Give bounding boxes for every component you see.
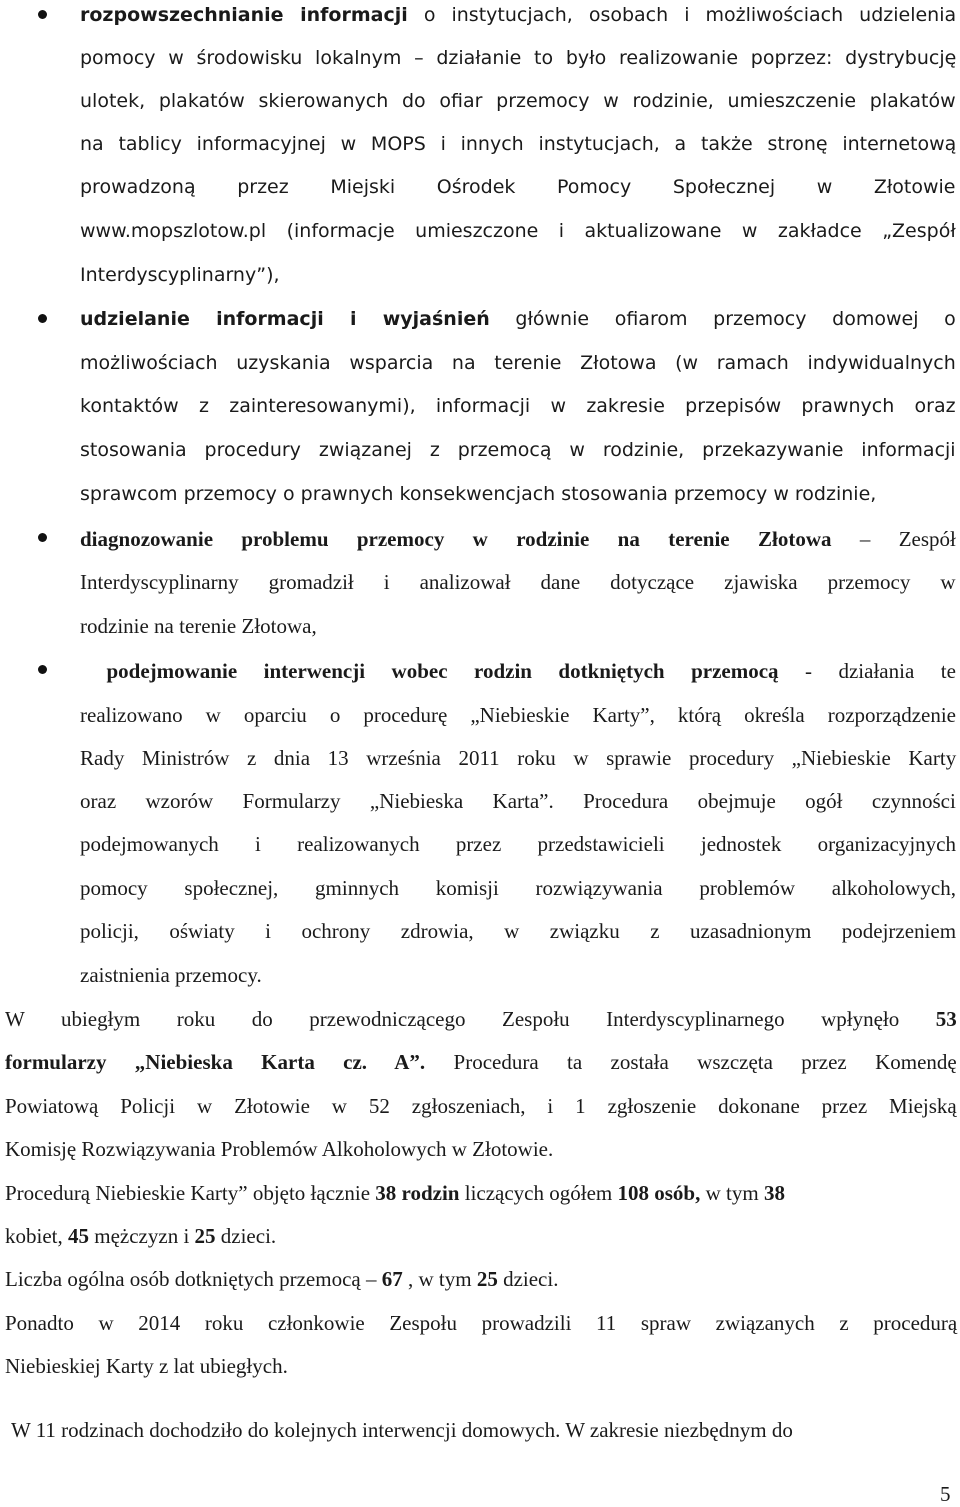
para-2-line-2: kobiet, 45 mężczyzn i 25 dzieci.	[5, 1224, 277, 1248]
para-1-line-4: Komisję Rozwiązywania Problemów Alkoholowych w Złotowie.	[5, 1137, 554, 1161]
bullet-4-line-1: podejmowanie interwencji wobec rodzin dotkniętych przemocą - działania te	[80, 659, 956, 683]
bullet-3-line-3: rodzinie na terenie Złotowa,	[80, 614, 317, 638]
bullet-1-line-4: na tablicy informacyjnej w MOPS i innych instytucjach, a także stronę internetową	[80, 133, 957, 155]
bullet-4-line-2: realizowano w oparciu o procedurę „Niebieskie Karty”, którą określa rozporządzenie	[80, 703, 956, 727]
bullet-2-line-2: możliwościach uzyskania wsparcia na terenie Złotowa (w ramach indywidualnych	[80, 352, 956, 374]
page-number: 5	[940, 1482, 951, 1506]
para-4-line-2: Niebieskiej Karty z lat ubiegłych.	[5, 1354, 288, 1378]
para-1-line-3: Powiatową Policji w Złotowie w 52 zgłoszeniach, i 1 zgłoszenie dokonane przez Miejską	[5, 1094, 957, 1118]
bullet-dot	[38, 314, 47, 323]
bullet-4-line-8: zaistnienia przemocy.	[80, 963, 262, 987]
bullet-4-line-3: Rady Ministrów z dnia 13 września 2011 roku w sprawie procedury „Niebieskie Karty	[80, 746, 957, 770]
bullet-4-line-6: pomocy społecznej, gminnych komisji rozwiązywania problemów alkoholowych,	[80, 876, 957, 900]
bullet-4-line-7: policji, oświaty i ochrony zdrowia, w związku z uzasadnionym podejrzeniem	[80, 919, 957, 943]
bullet-3-line-1: diagnozowanie problemu przemocy w rodzinie na terenie Złotowa – Zespół	[80, 527, 956, 551]
bullet-4-line-4: oraz wzorów Formularzy „Niebieska Karta”. Procedura obejmuje ogół czynności	[80, 789, 956, 813]
bullet-1-line-1: rozpowszechnianie informacji o instytucjach, osobach i możliwościach udzielenia	[80, 4, 957, 26]
bullet-1-line-2: pomocy w środowisku lokalnym – działanie to było realizowanie poprzez: dystrybucję	[80, 47, 957, 69]
bullet-1-line-3: ulotek, plakatów skierowanych do ofiar przemocy w rodzinie, umieszczenie plakatów	[80, 90, 956, 112]
bullet-dot	[38, 10, 47, 19]
para-1-line-2: formularzy „Niebieska Karta cz. A”. Procedura ta została wszczęta przez Komendę	[5, 1050, 957, 1074]
para-5-line-1: W 11 rodzinach dochodziło do kolejnych interwencji domowych. W zakresie niezbędnym do	[11, 1418, 793, 1442]
bullet-2-line-5: sprawcom przemocy o prawnych konsekwencjach stosowania przemocy w rodzinie,	[80, 483, 877, 505]
bullet-2-line-1: udzielanie informacji i wyjaśnień głównie ofiarom przemocy domowej o	[80, 308, 956, 330]
bullet-4-line-5: podejmowanych i realizowanych przez przedstawicieli jednostek organizacyjnych	[80, 832, 956, 856]
bullet-1-line-6: www.mopszlotow.pl (informacje umieszczone i aktualizowane w zakładce „Zespół	[80, 220, 956, 242]
para-2-line-1: Procedurą Niebieskie Karty” objęto łącznie 38 rodzin liczących ogółem 108 osób, w tym 38	[5, 1181, 785, 1205]
para-3-line-1: Liczba ogólna osób dotkniętych przemocą – 67 , w tym 25 dzieci.	[5, 1267, 559, 1291]
bullet-1-line-7: Interdyscyplinarny”),	[80, 264, 280, 286]
para-4-line-1: Ponadto w 2014 roku członkowie Zespołu prowadzili 11 spraw związanych z procedurą	[5, 1311, 958, 1335]
bullet-2-line-3: kontaktów z zainteresowanymi), informacji w zakresie przepisów prawnych oraz	[80, 395, 956, 417]
bullet-3-line-2: Interdyscyplinarny gromadził i analizował dane dotyczące zjawiska przemocy w	[80, 570, 956, 594]
bullet-dot	[38, 533, 47, 542]
bullet-1-line-5: prowadzoną przez Miejski Ośrodek Pomocy Społecznej w Złotowie	[80, 176, 956, 198]
para-1-line-1: W ubiegłym roku do przewodniczącego Zespołu Interdyscyplinarnego wpłynęło 53	[5, 1007, 957, 1031]
bullet-2-line-4: stosowania procedury związanej z przemocą w rodzinie, przekazywanie informacji	[80, 439, 956, 461]
bullet-dot	[38, 665, 47, 674]
